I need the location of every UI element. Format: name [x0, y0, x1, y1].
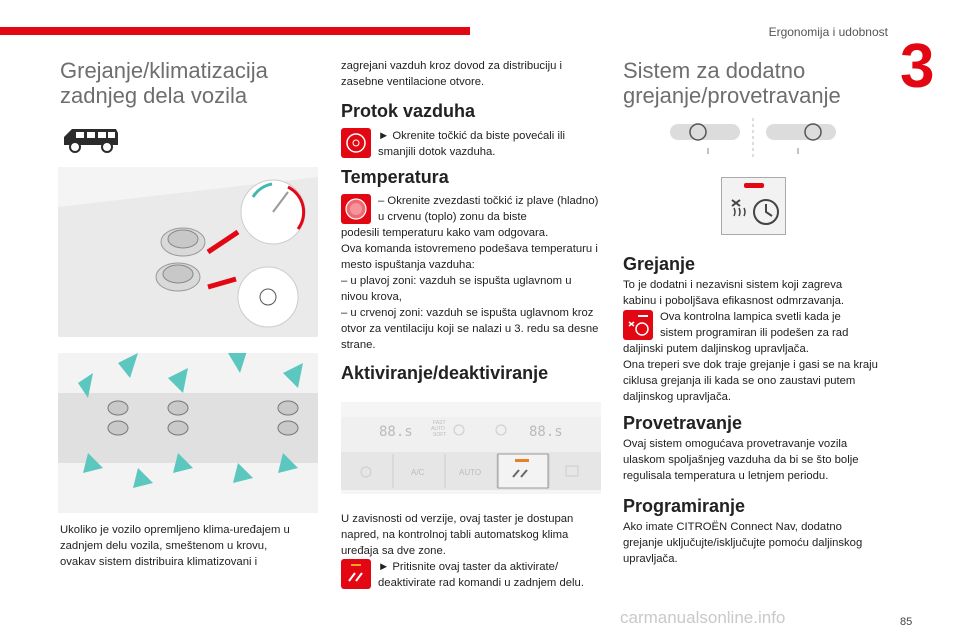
heater-timer-button-icon [721, 177, 786, 235]
heater-indicator-lamp-icon [623, 310, 653, 340]
distribution-continued: zagrejani vazduh kroz dovod za distribuciju i zasebne ventilacione otvore. [341, 60, 563, 88]
chapter-number: 3 [900, 32, 935, 101]
rear-climate-button-icon [341, 559, 371, 589]
panel-ac-label: A/C [411, 468, 425, 477]
heating-text-3: daljinski putem daljinskog upravljača. Ona treperi sve dok traje grejanje i gasi se na kraju ciklusa grejanja ili kada se ono zaustavi putem daljinskog upravljača. [623, 343, 878, 403]
auxiliary-heating-title: Sistem za dodatno grejanje/provetravanje [623, 58, 841, 109]
activation-action: ► Pritisnite ovaj taster da aktivirate/ deaktivirate rad komandi u zadnjem delu. [378, 561, 584, 589]
rear-climate-title: Grejanje/klimatizacija zadnjeg dela vozila [60, 58, 268, 109]
protok-text: ► Okrenite točkić da biste povećali ili smanjili dotok vazduha. [378, 130, 565, 158]
header-red-bar [0, 27, 470, 35]
ventilation-text: Ovaj sistem omogućava provetravanje vozila ulaskom spoljašnjeg vazduha da bi se što bolje regulisala temperatura u letnjem periodu. [623, 438, 859, 482]
panel-auto-small-label: AUTO [431, 426, 445, 432]
rear-control-knobs-illustration [58, 167, 318, 337]
panel-auto-label: AUTO [459, 468, 482, 477]
front-climate-panel-illustration [341, 402, 601, 494]
panel-soft-label: SOFT [433, 432, 447, 438]
heating-text-1: To je dodatni i nezavisni sistem koji zagreva kabinu i poboljšava efikasnost odmrzavanja. [623, 279, 845, 307]
section-name: Ergonomija i udobnost [768, 25, 888, 39]
temperature-heading: Temperatura [341, 167, 449, 187]
activation-text: U zavisnosti od verzije, ovaj taster je dostupan napred, na kontrolnoj tabli automatskog klima uređaja sa dve zone. [341, 513, 574, 557]
programming-heading: Programiranje [623, 496, 746, 516]
protok-heading: Protok vazduha [341, 101, 476, 121]
temperature-text-2: podesili temperaturu kako vam odgovara. Ova komanda istovremeno podešava temperaturu i mesto ispuštanja vazduha: – u plavoj zoni: vazduh se ispušta uglavnom u nivou krova, – u crvenoj zoni: vazduh se ispušta uglavnom kroz otvor za ventilaciju koji se nalazi u 3. redu sa desne strane. [341, 227, 599, 351]
temperature-text-1: – Okrenite zvezdasti točkić iz plave (hladno) u crvenu (toplo) zonu da biste [378, 195, 599, 223]
heating-heading: Grejanje [623, 254, 696, 274]
rear-climate-intro: Ukoliko je vozilo opremljeno klima-uređajem u zadnjem delu vozila, smeštenom u krovu, ovakav sistem distribuira klimatizovani i [60, 524, 290, 568]
rear-vents-airflow-illustration [58, 353, 318, 513]
watermark: carmanualsonline.info [620, 608, 786, 627]
fan-dial-icon [341, 128, 371, 158]
activation-heading: Aktiviranje/deaktiviranje [341, 363, 549, 383]
temperature-dial-icon [341, 194, 371, 224]
programming-text: Ako imate CITROËN Connect Nav, dodatno grejanje uključujte/isključujte pomoću daljinskog upravljača. [623, 521, 863, 565]
panel-display-right: 88.s [529, 424, 563, 440]
page-number: 85 [900, 616, 913, 628]
ventilation-heading: Provetravanje [623, 413, 743, 433]
steering-wheel-positions-icon [668, 118, 838, 158]
panel-display-left: 88.s [379, 424, 413, 440]
van-icon [60, 125, 122, 153]
panel-fast-label: FAST [433, 420, 446, 426]
heating-text-2: Ova kontrolna lampica svetli kada je sistem programiran ili podešen za rad [660, 311, 849, 339]
